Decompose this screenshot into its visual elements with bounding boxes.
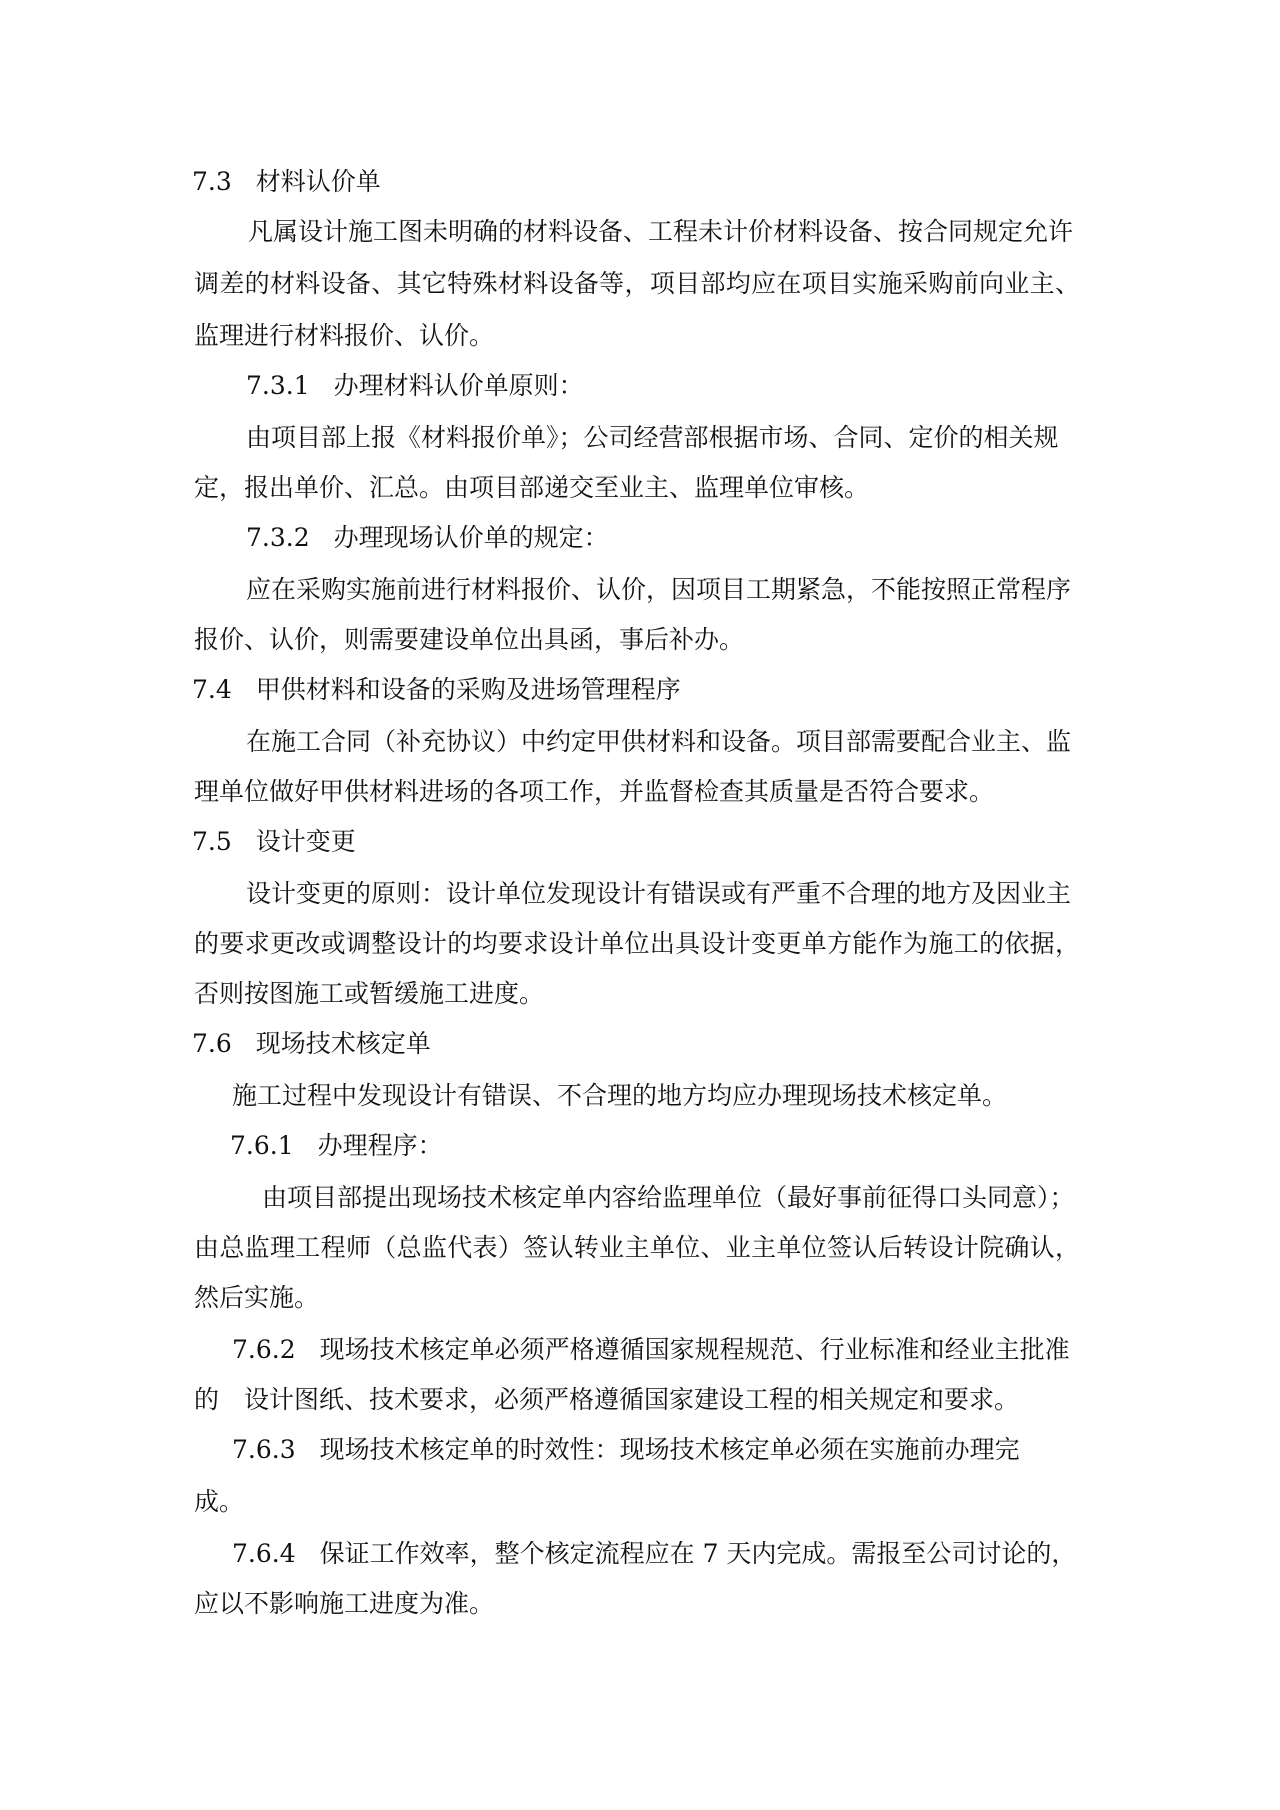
paragraph-line: 的要求更改或调整设计的均要求设计单位出具设计变更单方能作为施工的依据，	[194, 929, 1080, 958]
paragraph-line: 由总监理工程师（总监代表）签认转业主单位、业主单位签认后转设计院确认，	[194, 1233, 1080, 1262]
subsection-text: 现场技术核定单的时效性：现场技术核定单必须在实施前办理完	[319, 1435, 1020, 1464]
section-number: 7.6	[192, 1029, 232, 1058]
section-heading-7-5	[192, 826, 356, 858]
paragraph-line: 应在采购实施前进行材料报价、认价，因项目工期紧急，不能按照正常程序	[246, 575, 1072, 604]
section-number: 7.5	[192, 827, 232, 856]
paragraph-line: 由项目部提出现场技术核定单内容给监理单位（最好事前征得口头同意）；	[262, 1183, 1075, 1212]
subsection-number: 7.6.3	[232, 1435, 296, 1464]
paragraph-line: 然后实施。	[194, 1283, 320, 1312]
section-number: 7.4	[192, 675, 232, 704]
paragraph-line: 的 设计图纸、技术要求，必须严格遵循国家建设工程的相关规定和要求。	[194, 1385, 1020, 1414]
paragraph-line: 由项目部上报《材料报价单》；公司经营部根据市场、合同、定价的相关规	[246, 423, 1059, 452]
paragraph-line: 监理进行材料报价、认价。	[194, 321, 495, 350]
section-title: 材料认价单	[255, 167, 381, 196]
subsection-text: 保证工作效率，整个核定流程应在 7 天内完成。需报至公司讨论的，	[319, 1539, 1077, 1568]
section-heading-7-4	[192, 674, 681, 706]
subsection-7-6-4-line1	[232, 1538, 1076, 1570]
subsection-7-6-3-line1	[232, 1434, 1020, 1466]
section-number: 7.3	[192, 167, 232, 196]
section-title: 现场技术核定单	[255, 1029, 431, 1058]
section-heading-7-6	[192, 1028, 431, 1060]
paragraph-line: 定，报出单价、汇总。由项目部递交至业主、监理单位审核。	[194, 473, 870, 502]
subsection-heading-7-3-1	[246, 370, 584, 402]
subsection-number: 7.6.4	[232, 1539, 296, 1568]
paragraph-line: 理单位做好甲供材料进场的各项工作，并监督检查其质量是否符合要求。	[194, 777, 995, 806]
paragraph-line: 施工过程中发现设计有错误、不合理的地方均应办理现场技术核定单。	[232, 1081, 1008, 1110]
paragraph-line: 应以不影响施工进度为准。	[194, 1589, 495, 1618]
paragraph-line: 在施工合同（补充协议）中约定甲供材料和设备。项目部需要配合业主、监	[246, 727, 1072, 756]
subsection-title: 办理现场认价单的规定：	[333, 523, 609, 552]
subsection-number: 7.6.1	[230, 1131, 294, 1160]
paragraph-line: 调差的材料设备、其它特殊材料设备等，项目部均应在项目实施采购前向业主、	[194, 269, 1080, 298]
paragraph-line: 设计变更的原则：设计单位发现设计有错误或有严重不合理的地方及因业主	[246, 879, 1072, 908]
paragraph-line: 成。	[194, 1487, 245, 1516]
subsection-number: 7.6.2	[232, 1335, 296, 1364]
section-title: 甲供材料和设备的采购及进场管理程序	[255, 675, 681, 704]
subsection-number: 7.3.2	[246, 523, 310, 552]
subsection-number: 7.3.1	[246, 371, 310, 400]
paragraph-line: 否则按图施工或暂缓施工进度。	[194, 979, 545, 1008]
section-title: 设计变更	[255, 827, 356, 856]
subsection-text: 现场技术核定单必须严格遵循国家规程规范、行业标准和经业主批准	[319, 1335, 1070, 1364]
section-heading-7-3	[192, 166, 381, 198]
subsection-title: 办理材料认价单原则：	[333, 371, 584, 400]
subsection-title: 办理程序：	[317, 1131, 443, 1160]
subsection-7-6-2-line1	[232, 1334, 1070, 1366]
subsection-heading-7-3-2	[246, 522, 609, 554]
paragraph-line: 报价、认价，则需要建设单位出具函，事后补办。	[194, 625, 745, 654]
subsection-heading-7-6-1	[230, 1130, 443, 1162]
paragraph-line: 凡属设计施工图未明确的材料设备、工程未计价材料设备、按合同规定允许	[248, 217, 1074, 246]
